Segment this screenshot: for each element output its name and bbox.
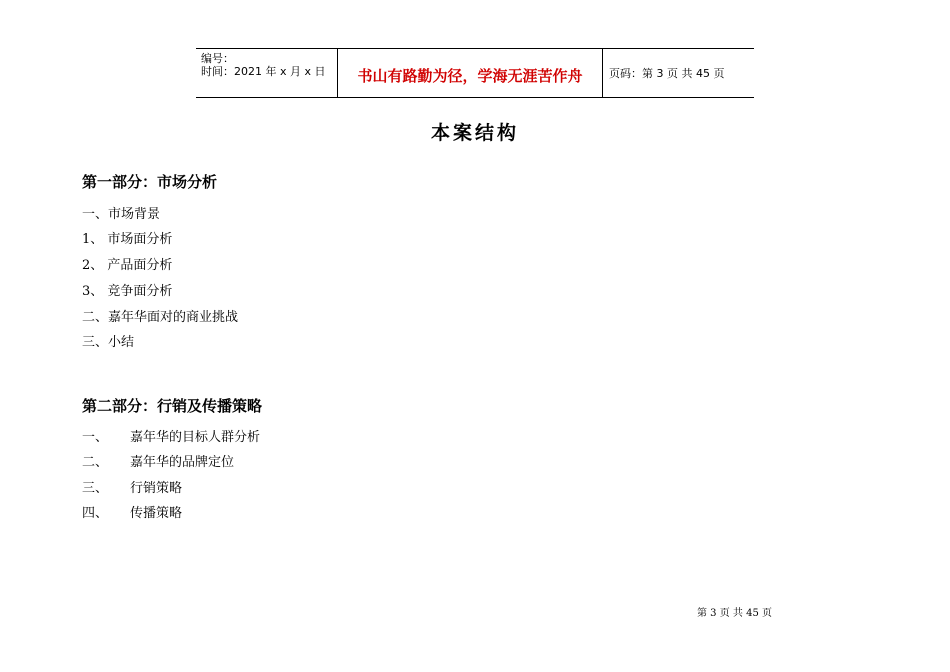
list-item-number: 一、 — [82, 430, 109, 445]
time-label: 时间：2021 年 x 月 x 日 — [201, 65, 326, 78]
list-item-number: 二、 — [82, 455, 109, 470]
list-item: 1、 市场面分析 — [82, 232, 173, 247]
header-table — [196, 48, 754, 98]
page-code-cell — [603, 49, 754, 97]
motto-text: 书山有路勤为径，学海无涯苦作舟 — [357, 67, 583, 85]
part2-heading: 第二部分：行销及传播策略 — [82, 397, 263, 415]
list-item: 3、 竞争面分析 — [82, 284, 173, 299]
page-footer: 第 3 页 共 45 页 — [697, 608, 772, 619]
list-item: 三、小结 — [82, 335, 135, 350]
list-item: 嘉年华的品牌定位 — [130, 455, 235, 470]
page-title: 本案结构 — [430, 122, 519, 144]
list-item: 行销策略 — [130, 481, 183, 496]
header-meta-cell — [196, 49, 338, 97]
list-item: 嘉年华的目标人群分析 — [130, 430, 261, 445]
list-item: 一、市场背景 — [82, 207, 161, 222]
part1-heading: 第一部分：市场分析 — [82, 173, 218, 191]
list-item-number: 三、 — [82, 481, 109, 496]
list-item: 传播策略 — [130, 506, 183, 521]
list-item: 2、 产品面分析 — [82, 258, 173, 273]
motto-cell — [338, 49, 603, 97]
page-code: 页码：第 3 页 共 45 页 — [609, 67, 725, 80]
list-item-number: 四、 — [82, 506, 109, 521]
list-item: 二、嘉年华面对的商业挑战 — [82, 310, 239, 325]
number-label: 编号： — [201, 52, 234, 65]
